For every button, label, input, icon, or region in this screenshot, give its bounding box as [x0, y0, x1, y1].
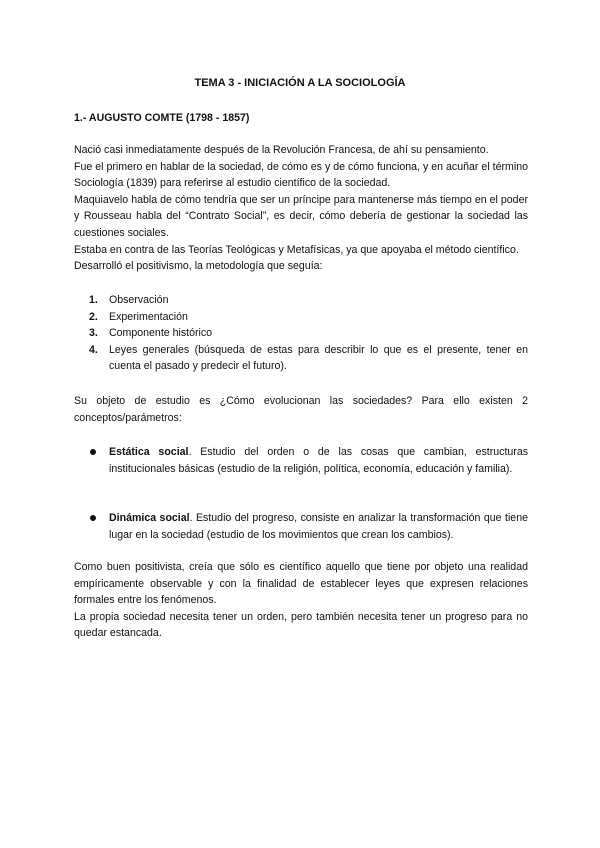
- list-number: 2.: [89, 310, 98, 323]
- list-item: [74, 325, 528, 342]
- concept-term: Estática social: [109, 446, 189, 458]
- list-item-text: Experimentación: [109, 310, 188, 323]
- method-list: [74, 292, 528, 375]
- closing-paragraph: La propia sociedad necesita tener un orden, pero también necesita tener un progreso para no quedar estancada.: [74, 610, 528, 640]
- intro-paragraph: Estaba en contra de las Teorías Teológicas y Metafísicas, ya que apoyaba el método científico.: [74, 243, 519, 256]
- list-item: [74, 292, 528, 309]
- concept-text: . Estudio del orden o de las cosas que cambian, estructuras institucionales básicas (estudio de la religión, política, economía, educación y familia).: [109, 446, 529, 475]
- concept-item: [74, 444, 528, 477]
- list-item-text: Leyes generales (búsqueda de estas para describir lo que es el presente, tener en cuenta el pasado y predecir el futuro).: [109, 343, 528, 373]
- concept-text: . Estudio del progreso, consiste en analizar la transformación que tiene lugar en la sociedad (estudio de los movimientos que crean los cambios).: [109, 512, 528, 541]
- list-item: [74, 444, 528, 477]
- list-number: 4.: [89, 343, 98, 356]
- bullet-icon: [90, 515, 96, 521]
- object-block: [74, 393, 528, 426]
- list-item-text: Observación: [109, 294, 169, 306]
- page-title: TEMA 3 - INICIACIÓN A LA SOCIOLOGÍA: [194, 77, 406, 89]
- list-item: [74, 309, 528, 326]
- object-paragraph: Su objeto de estudio es ¿Cómo evolucionan las sociedades? Para ello existen 2 conceptos/parámetros:: [74, 395, 528, 424]
- closing-paragraph: Como buen positivista, creía que sólo es científico aquello que tiene por objeto una realidad empíricamente observable y con la finalidad de establecer leyes que expresen relaciones formales entre los fenómenos.: [74, 561, 528, 607]
- list-item: [74, 510, 528, 543]
- list-number: 1.: [89, 294, 98, 306]
- intro-block: [74, 142, 528, 275]
- list-number: 3.: [89, 327, 98, 340]
- intro-paragraph: Nació casi inmediatamente después de la Revolución Francesa, de ahí su pensamiento.: [74, 144, 489, 156]
- section-heading: 1.- AUGUSTO COMTE (1798 - 1857): [74, 112, 250, 124]
- closing-block: [74, 559, 528, 642]
- concept-item: [74, 510, 528, 543]
- intro-paragraph: Desarrolló el positivismo, la metodología que seguía:: [74, 260, 323, 273]
- bullet-icon: [90, 449, 96, 455]
- list-item-text: Componente histórico: [109, 327, 213, 340]
- intro-paragraph: Fue el primero en hablar de la sociedad, de cómo es y de cómo funciona, y en acuñar el término Sociología (1839) para referirse al estudio científico de la sociedad.: [74, 160, 528, 190]
- list-item: [74, 342, 528, 375]
- concept-term: Dinámica social: [109, 512, 190, 524]
- intro-paragraph: Maquiavelo habla de cómo tendría que ser un príncipe para mantenerse más tiempo en el poder y Rousseau habla del “Contrato Social”, es decir, cómo debería de gestionar la sociedad las cuestiones sociales.: [74, 193, 528, 239]
